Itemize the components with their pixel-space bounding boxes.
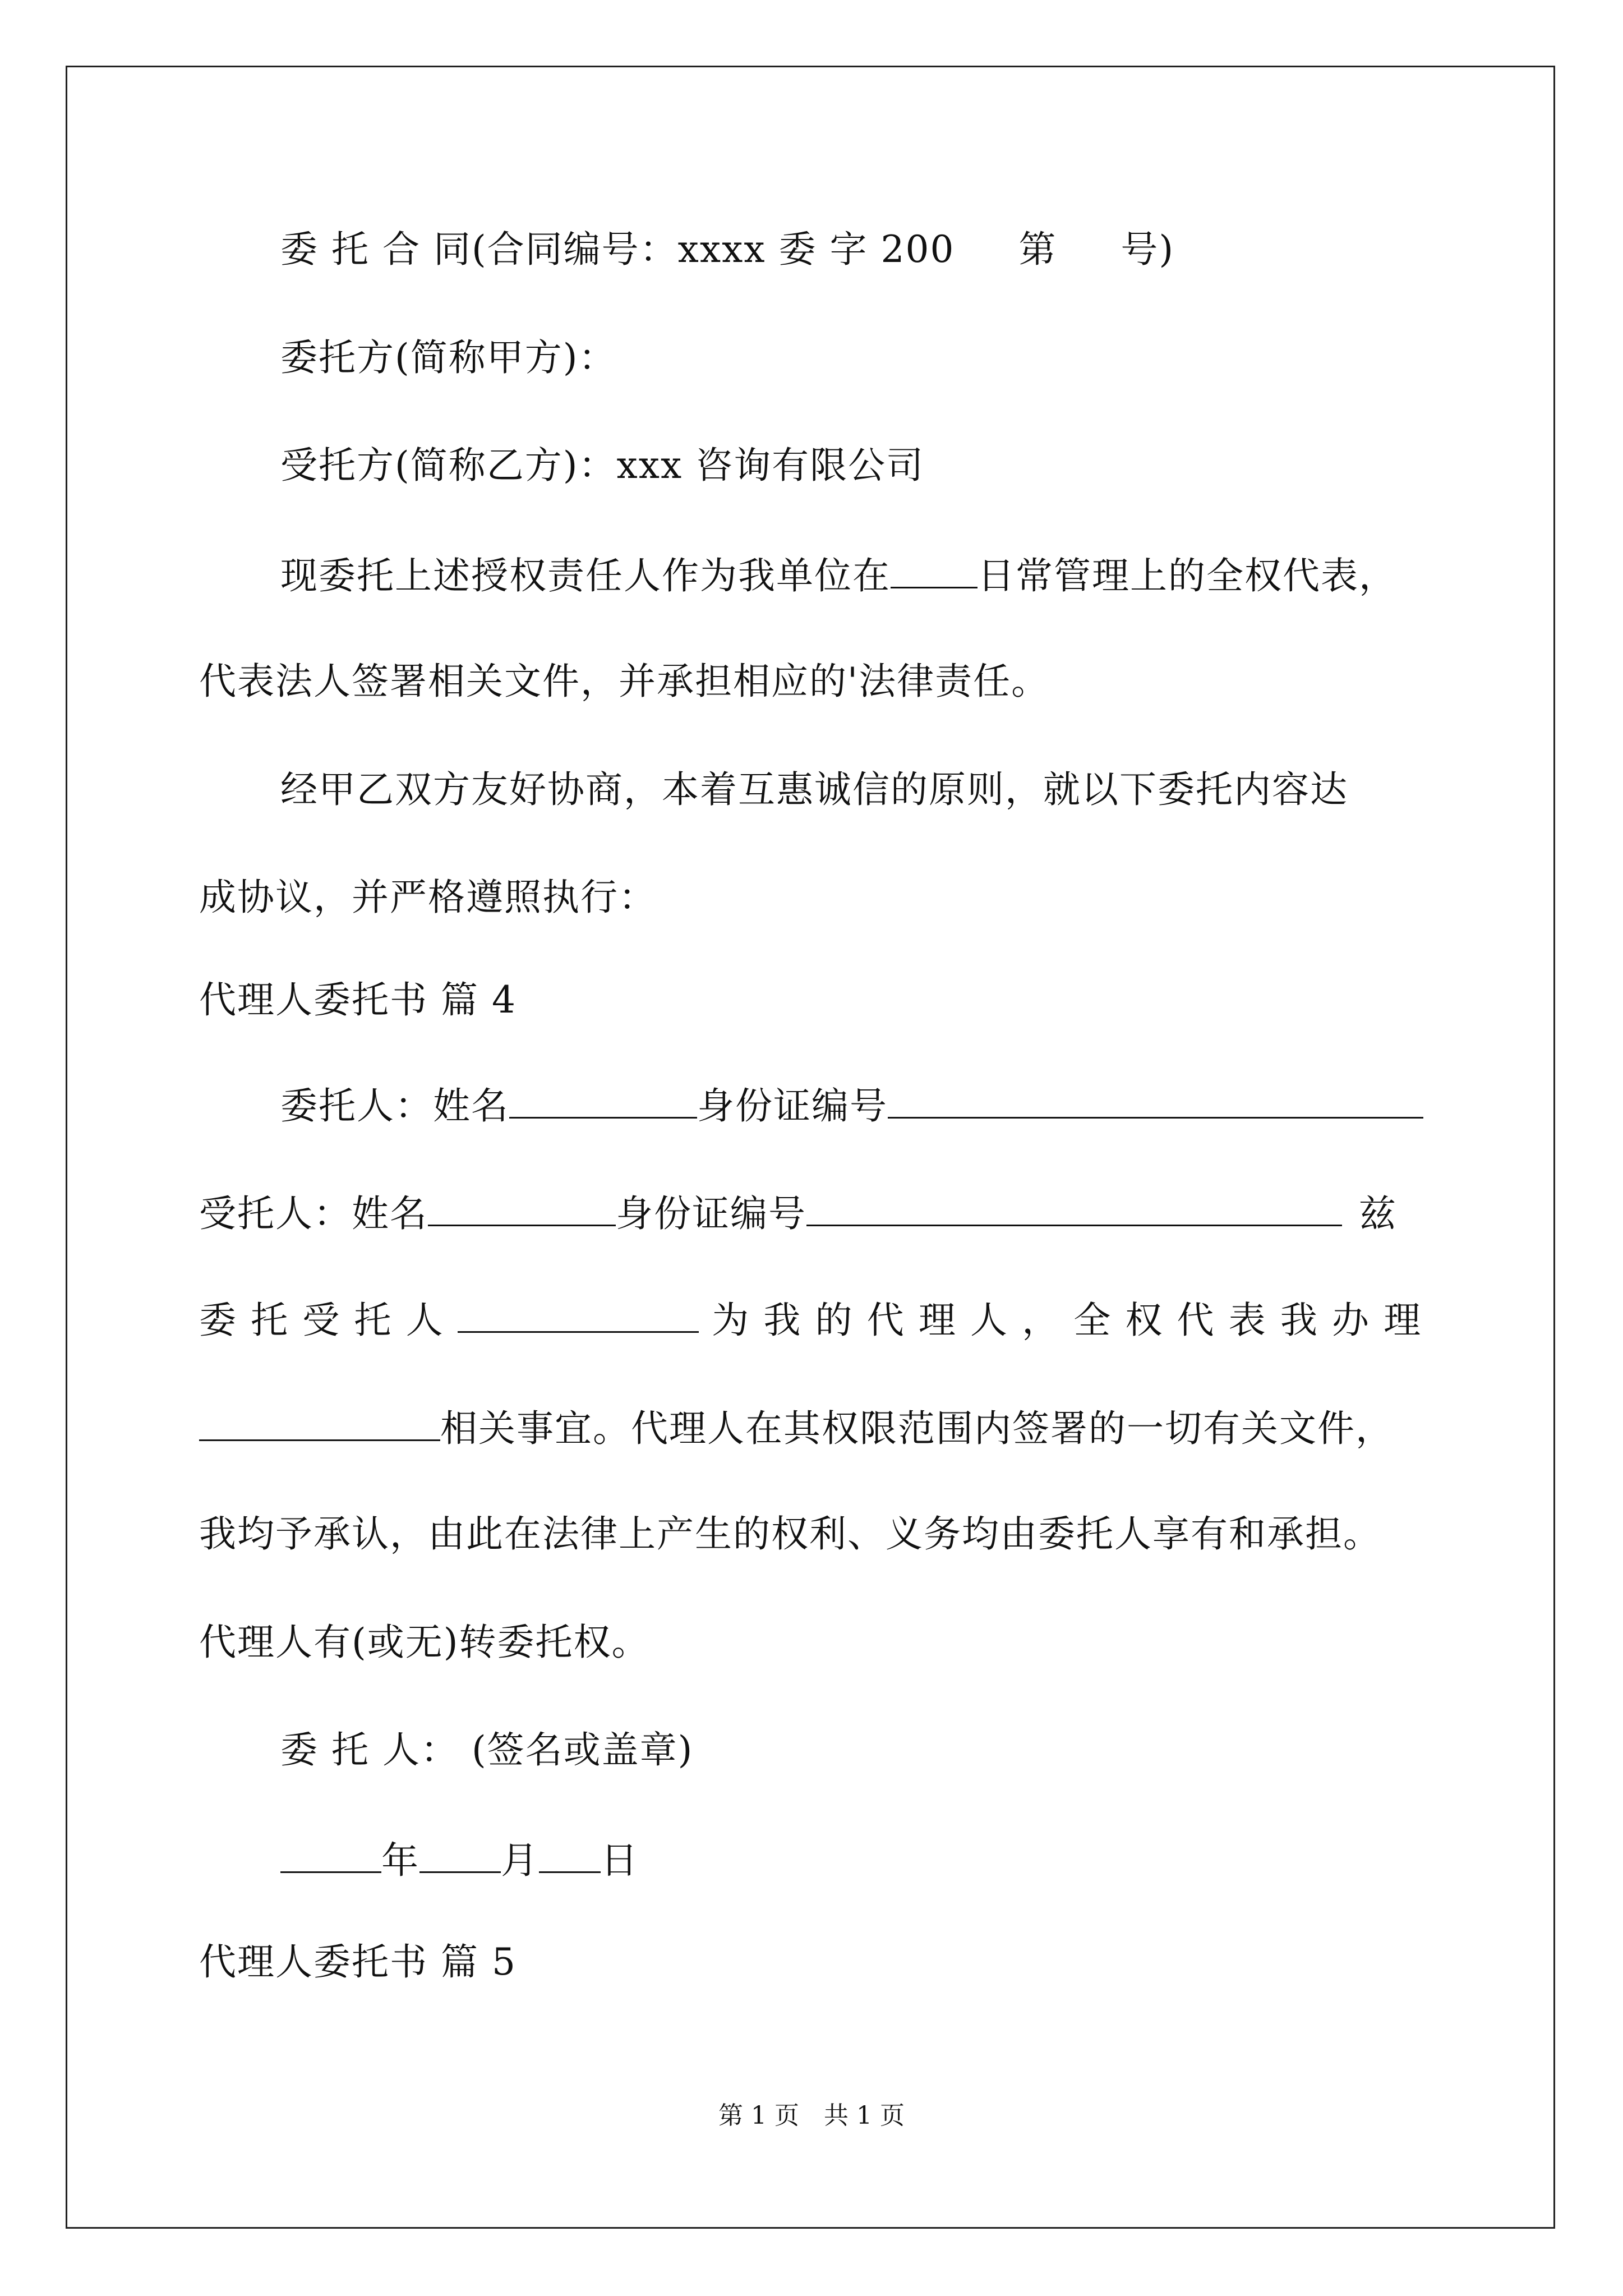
- contract-header: 委 托 合 同(合同编号：xxxx 委 字 200 第 号): [280, 228, 1175, 271]
- appoint-char: 我: [1280, 1299, 1319, 1342]
- section-5-title: 代理人委托书 篇 5: [199, 1940, 517, 1984]
- agent-blank: [458, 1300, 699, 1333]
- paragraph-1-line-2: 代表法人签署相关文件，并承担相应的'法律责任。: [199, 660, 1050, 703]
- appoint-char: 人: [970, 1299, 1009, 1342]
- month-label: 月: [501, 1839, 539, 1883]
- agent-name-blank: [428, 1193, 616, 1226]
- appoint-char: 代: [1177, 1299, 1216, 1342]
- matters-blank: [199, 1408, 440, 1441]
- appoint-char: 全: [1073, 1299, 1112, 1342]
- year-label: 年: [381, 1839, 419, 1883]
- paragraph-2-line-1: 经甲乙双方友好协商，本着互惠诚信的原则，就以下委托内容达: [280, 768, 1348, 811]
- entrust-char: 托: [251, 1299, 289, 1342]
- day-blank: [539, 1840, 601, 1873]
- appoint-char: 的: [815, 1299, 854, 1342]
- paragraph-1-line-1: [280, 554, 1397, 598]
- agent-id-label: 身份证编号: [616, 1192, 806, 1236]
- date-line: [280, 1839, 639, 1883]
- transfer-line: 代理人有(或无)转委托权。: [199, 1621, 650, 1664]
- matters-text: 相关事宜。代理人在其权限范围内签署的一切有关文件，: [440, 1407, 1394, 1451]
- agent-party-line: 受托方(简称乙方)：xxx 咨询有限公司: [280, 444, 925, 487]
- paragraph-1-text-b: 日常管理上的全权代表，: [978, 554, 1397, 598]
- appoint-char: ，: [1022, 1299, 1061, 1342]
- agent-name-label: 受托人：姓名: [199, 1192, 428, 1236]
- appoint-char: 理: [1384, 1299, 1422, 1342]
- appoint-char: 表: [1228, 1299, 1267, 1342]
- paragraph-2-line-2: 成协议，并严格遵照执行：: [199, 876, 657, 919]
- section-4-title: 代理人委托书 篇 4: [199, 978, 517, 1022]
- page-footer: 第 1 页 共 1 页: [718, 2101, 905, 2130]
- principal-party-line: 委托方(简称甲方)：: [280, 336, 617, 379]
- appoint-char: 办: [1331, 1299, 1371, 1342]
- principal-id-label: 身份证编号: [697, 1084, 888, 1128]
- month-blank: [419, 1840, 501, 1873]
- principal-name-blank: [509, 1085, 697, 1119]
- page-border: [66, 66, 1555, 2229]
- paragraph-1-text-a: 现委托上述授权责任人作为我单位在: [280, 554, 891, 598]
- agent-id-blank: [806, 1193, 1342, 1226]
- appoint-char: 代: [866, 1299, 906, 1342]
- hereby-text: 兹: [1359, 1192, 1397, 1236]
- matters-line: [199, 1407, 1394, 1451]
- principal-name-label: 委托人：姓名: [280, 1084, 509, 1128]
- year-blank: [280, 1840, 381, 1873]
- scope-blank: [891, 555, 978, 588]
- acknowledge-line: 我均予承认，由此在法律上产生的权利、义务均由委托人享有和承担。: [199, 1512, 1381, 1556]
- appoint-char: 权: [1125, 1299, 1164, 1342]
- appoint-char: 为: [712, 1299, 750, 1342]
- signature-line: 委 托 人： (签名或盖章): [280, 1728, 694, 1772]
- appoint-char: 理: [918, 1299, 957, 1342]
- principal-id-blank: [888, 1085, 1423, 1119]
- appoint-char: 我: [763, 1299, 802, 1342]
- entrust-char: 受: [302, 1299, 341, 1342]
- entrust-char: 委: [199, 1299, 238, 1342]
- day-label: 日: [601, 1839, 639, 1883]
- appointment-line: [199, 1299, 1422, 1342]
- entrust-char: 人: [405, 1299, 445, 1342]
- principal-info-line: [280, 1084, 1423, 1128]
- entrust-char: 托: [354, 1299, 393, 1342]
- agent-info-line: [199, 1192, 1397, 1236]
